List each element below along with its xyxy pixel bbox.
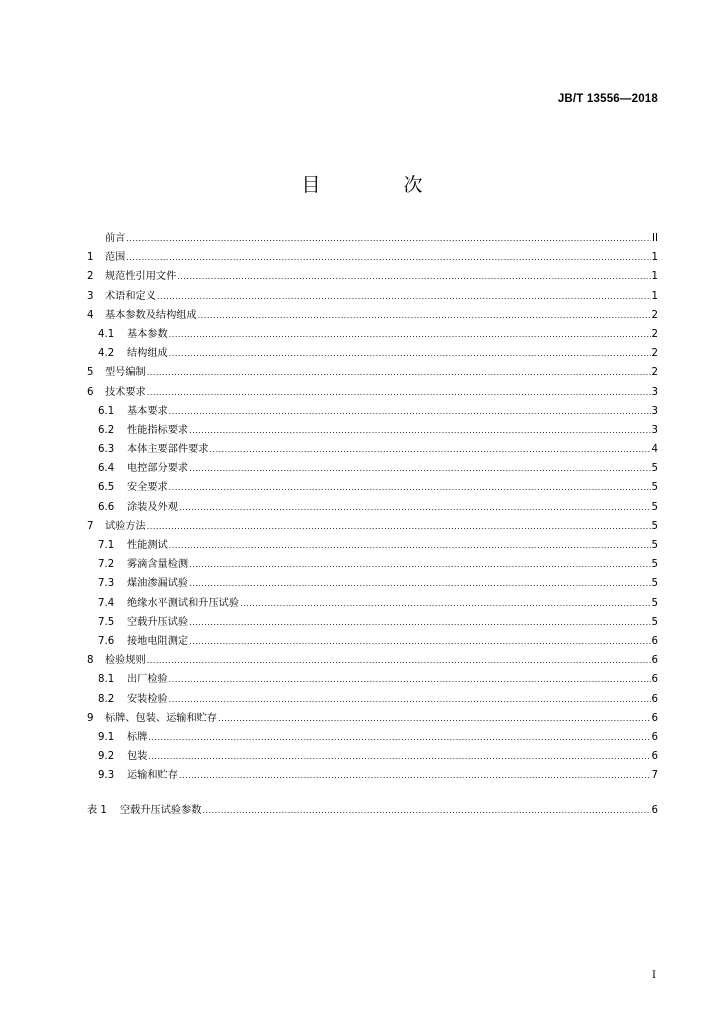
toc-entry-number: 2 xyxy=(87,271,94,283)
toc-entry-page: 6 xyxy=(651,712,658,724)
toc-entry[interactable] xyxy=(87,287,658,306)
table-list xyxy=(87,801,658,820)
toc-entry-title: 包装 xyxy=(127,751,148,763)
toc-entry[interactable] xyxy=(87,613,658,632)
toc-leader-dots xyxy=(189,421,650,440)
toc-leader-dots xyxy=(169,478,651,497)
toc-entry-title: 基本要求 xyxy=(127,405,168,417)
toc-entry-number: 3 xyxy=(87,290,94,302)
toc-entry-title: 规范性引用文件 xyxy=(105,271,177,283)
toc-entry-page: 3 xyxy=(651,386,658,398)
toc-entry-number: 8.2 xyxy=(98,693,115,705)
toc-leader-dots xyxy=(189,632,650,651)
toc-entry-number: 9.1 xyxy=(98,731,115,743)
toc-entry-page: 6 xyxy=(651,674,658,686)
toc-leader-dots xyxy=(157,287,651,306)
toc-entry[interactable] xyxy=(87,306,658,325)
toc-entry-page: 5 xyxy=(651,501,658,513)
page-title: 目 次 xyxy=(301,174,455,196)
toc-entry[interactable] xyxy=(87,555,658,574)
toc-entry[interactable] xyxy=(87,402,658,421)
toc-leader-dots xyxy=(148,728,650,747)
toc-leader-dots xyxy=(147,517,651,536)
toc-entry-title: 煤油渗漏试验 xyxy=(127,578,189,590)
toc-entry-title: 范围 xyxy=(105,252,126,264)
toc-leader-dots xyxy=(240,594,650,613)
toc-leader-dots xyxy=(169,402,651,421)
toc-leader-dots xyxy=(169,670,651,689)
toc-leader-dots xyxy=(169,536,651,555)
toc-leader-dots xyxy=(198,306,651,325)
toc-entry[interactable] xyxy=(87,632,658,651)
toc-entry[interactable] xyxy=(87,670,658,689)
toc-leader-dots xyxy=(169,690,651,709)
toc-entry-number: 9 xyxy=(87,712,94,724)
toc-entry-title: 本体主要部件要求 xyxy=(127,444,209,456)
toc-entry-number: 7.6 xyxy=(98,635,115,647)
toc-entry-title: 涂装及外观 xyxy=(127,501,178,513)
toc-entry-page: 5 xyxy=(651,597,658,609)
toc-entry-number: 6.6 xyxy=(98,501,115,513)
toc-entry-page: 2 xyxy=(651,367,658,379)
toc-entry-page: 2 xyxy=(651,348,658,360)
toc-entry-page: 6 xyxy=(651,693,658,705)
toc-entry[interactable] xyxy=(87,383,658,402)
toc-entry-number: 7.5 xyxy=(98,616,115,628)
toc-entry-title: 型号编制 xyxy=(105,367,146,379)
toc-leader-dots xyxy=(189,459,650,478)
toc-entry-number: 6.2 xyxy=(98,424,115,436)
toc-entry-number: 5 xyxy=(87,367,94,379)
toc-entry-page: 6 xyxy=(651,731,658,743)
toc-entry-number: 表 1 xyxy=(87,805,107,816)
toc-entry-number: 4 xyxy=(87,309,94,321)
toc-entry-number: 6 xyxy=(87,386,94,398)
page-number: I xyxy=(652,970,656,981)
toc-leader-dots xyxy=(210,440,651,459)
toc-entry-title: 性能测试 xyxy=(127,540,168,551)
toc-leader-dots xyxy=(218,709,650,728)
toc-entry-title: 绝缘水平测试和升压试验 xyxy=(127,597,240,609)
toc-entry-page: 1 xyxy=(651,290,658,302)
toc-leader-dots xyxy=(148,747,650,766)
toc-entry[interactable] xyxy=(87,690,658,709)
toc-leader-dots xyxy=(179,766,651,785)
toc-entry-title: 基本参数 xyxy=(127,328,168,340)
toc-entry-number: 4.1 xyxy=(98,328,115,340)
toc-entry[interactable] xyxy=(87,728,658,747)
toc-leader-dots xyxy=(189,555,650,574)
toc-entry-number: 7.1 xyxy=(98,540,115,551)
toc-entry-title: 接地电阻测定 xyxy=(127,635,189,647)
toc-entry-title: 基本参数及结构组成 xyxy=(105,309,197,321)
toc-entry-page: 6 xyxy=(651,805,658,816)
toc-entry[interactable] xyxy=(87,517,658,536)
toc-entry[interactable] xyxy=(87,536,658,555)
toc-entry-title: 检验规则 xyxy=(105,655,146,667)
toc-entry[interactable] xyxy=(87,651,658,670)
toc-entry-page: 6 xyxy=(651,635,658,647)
toc-entry-title: 前言 xyxy=(105,233,126,244)
toc-entry-title: 试验方法 xyxy=(105,520,146,532)
toc-entry-title: 安全要求 xyxy=(127,482,168,494)
toc-entry-number: 7.4 xyxy=(98,597,115,609)
toc-entry-title: 技术要求 xyxy=(105,386,146,398)
toc-entry-page: 3 xyxy=(651,424,658,436)
toc-entry-page: 5 xyxy=(651,540,658,551)
toc-entry-page: 1 xyxy=(651,271,658,283)
toc-entry-title: 雾滴含量检测 xyxy=(127,559,189,571)
toc-entry-page: 5 xyxy=(651,578,658,590)
toc-entry[interactable] xyxy=(87,325,658,344)
toc-entry[interactable] xyxy=(87,363,658,382)
toc-leader-dots xyxy=(147,383,651,402)
toc-entry-page: 4 xyxy=(651,444,658,456)
toc-entry[interactable] xyxy=(87,229,658,248)
toc-entry[interactable] xyxy=(87,478,658,497)
toc-entry-number: 6.5 xyxy=(98,482,115,494)
toc-entry-number: 9.3 xyxy=(98,770,115,782)
toc-entry[interactable] xyxy=(87,459,658,478)
standard-code: JB/T 13556—2018 xyxy=(557,93,658,105)
toc-leader-dots xyxy=(169,325,651,344)
toc-entry-page: 5 xyxy=(651,463,658,475)
toc-entry-title: 空载升压试验参数 xyxy=(120,805,202,816)
toc-entry-page: 5 xyxy=(651,482,658,494)
toc-entry-title: 性能指标要求 xyxy=(127,424,189,436)
toc-leader-dots xyxy=(147,363,651,382)
toc-leader-dots xyxy=(147,651,651,670)
toc-entry[interactable] xyxy=(87,747,658,766)
toc-leader-dots xyxy=(126,248,650,267)
toc-entry-page: II xyxy=(651,233,658,244)
toc-leader-dots xyxy=(126,229,651,248)
toc-entry-title: 标牌、包装、运输和贮存 xyxy=(105,712,218,724)
toc-entry[interactable] xyxy=(87,248,658,267)
toc-entry-page: 3 xyxy=(651,405,658,417)
toc-entry-page: 7 xyxy=(651,770,658,782)
toc-entry-title: 运输和贮存 xyxy=(127,770,178,782)
toc-entry-page: 6 xyxy=(651,751,658,763)
toc-entry-page: 1 xyxy=(651,252,658,264)
toc-entry-number: 6.3 xyxy=(98,444,115,456)
toc-entry-number: 7 xyxy=(87,520,94,532)
toc-leader-dots xyxy=(189,613,650,632)
toc-leader-dots xyxy=(177,267,650,286)
toc-entry-number: 7.2 xyxy=(98,559,115,571)
toc-leader-dots xyxy=(179,498,651,517)
toc-entry[interactable] xyxy=(87,440,658,459)
toc-entry-number: 7.3 xyxy=(98,578,115,590)
toc-entry[interactable] xyxy=(87,498,658,517)
toc-entry-title: 安装检验 xyxy=(127,693,168,705)
toc-entry-page: 2 xyxy=(651,309,658,321)
toc-entry-title: 出厂检验 xyxy=(127,674,168,686)
toc-entry-page: 6 xyxy=(651,655,658,667)
toc-entry[interactable] xyxy=(87,421,658,440)
toc-entry-number: 8.1 xyxy=(98,674,115,686)
toc-entry-title: 结构组成 xyxy=(127,348,168,360)
toc-entry-title: 空载升压试验 xyxy=(127,616,189,628)
toc-entry[interactable] xyxy=(87,709,658,728)
toc-entry-number: 6.1 xyxy=(98,405,115,417)
toc-entry-title: 标牌 xyxy=(127,731,148,743)
toc-entry[interactable] xyxy=(87,766,658,785)
toc-list xyxy=(87,229,658,785)
toc-entry[interactable] xyxy=(87,574,658,593)
toc-entry-page: 5 xyxy=(651,520,658,532)
toc-entry-page: 2 xyxy=(651,328,658,340)
toc-entry[interactable] xyxy=(87,267,658,286)
toc-entry-number: 9.2 xyxy=(98,751,115,763)
toc-entry-title: 术语和定义 xyxy=(105,290,156,302)
toc-leader-dots xyxy=(203,801,651,820)
toc-leader-dots xyxy=(189,574,650,593)
toc-entry[interactable] xyxy=(87,344,658,363)
toc-entry-title: 电控部分要求 xyxy=(127,463,189,475)
toc-entry-number: 6.4 xyxy=(98,463,115,475)
toc-entry[interactable] xyxy=(87,594,658,613)
toc-entry-number: 4.2 xyxy=(98,348,115,360)
toc-entry-number: 8 xyxy=(87,655,94,667)
table-list-entry[interactable] xyxy=(87,801,658,820)
toc-entry-page: 5 xyxy=(651,616,658,628)
toc-entry-page: 5 xyxy=(651,559,658,571)
toc-leader-dots xyxy=(169,344,651,363)
toc-entry-number: 1 xyxy=(87,252,94,264)
